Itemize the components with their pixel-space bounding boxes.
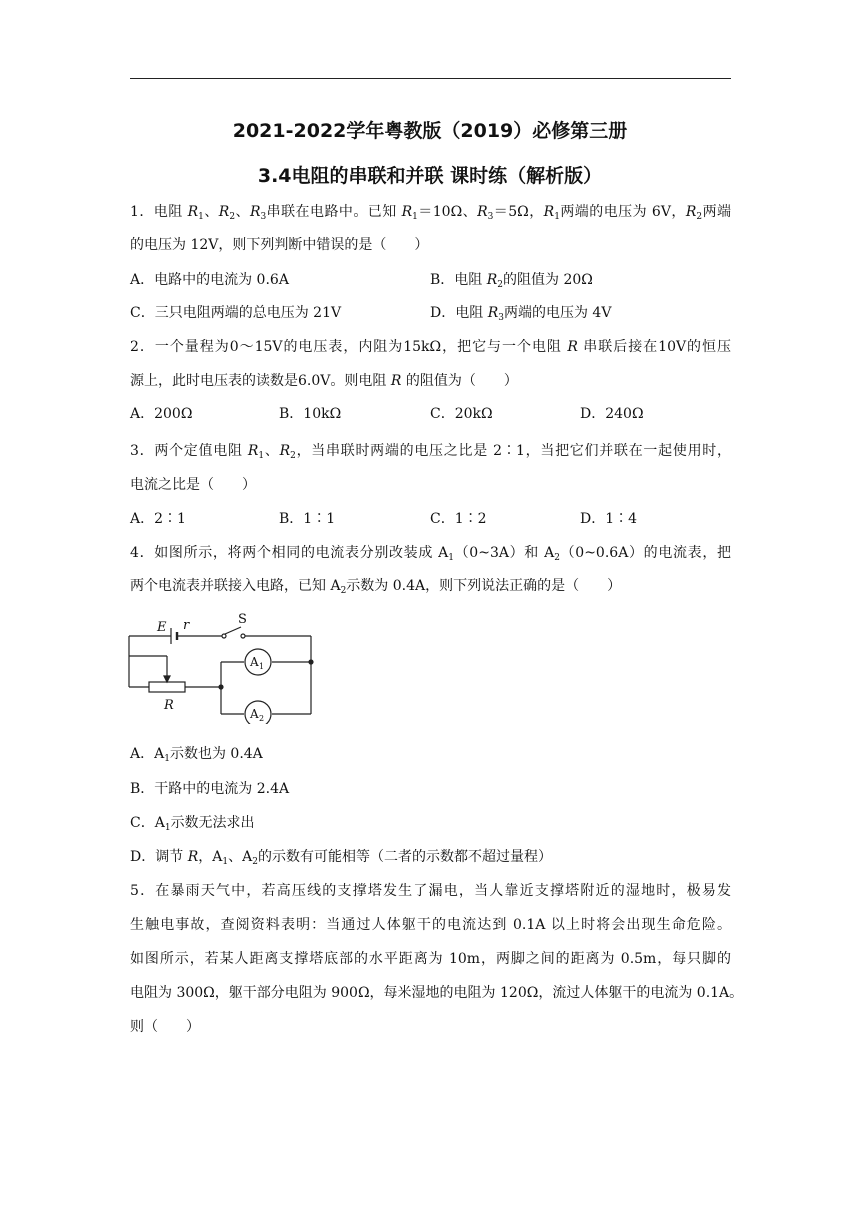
q4-stem-line-2: 两个电流表并联接入电路，已知 $A_2$示数为 0.4A，则下列说法正确的是（ ） xyxy=(130,578,622,596)
q5-stem-line-4: 电阻为 300Ω，躯干部分电阻为 900Ω，每米湿地的电阻为 120Ω，流过人体躯干的电流为 0.1A。 xyxy=(130,985,744,1001)
q4-circuit-diagram xyxy=(124,608,324,724)
q4-option-b: B．干路中的电流为 2.4A xyxy=(130,781,290,797)
label-switch: S xyxy=(238,612,247,627)
label-emf: E xyxy=(157,620,167,635)
label-a1: A xyxy=(250,655,259,669)
q1-option-a: A．电路中的电流为 0.6A xyxy=(130,272,289,288)
q2-option-b: B．10kΩ xyxy=(279,406,342,422)
q4-option-c: C．$A_1$示数无法求出 xyxy=(130,815,255,833)
q5-stem-line-3: 如图所示，若某人距离支撑塔底部的水平距离为 10m，两脚之间的距离为 0.5m，每只脚的 xyxy=(130,951,731,967)
q2-stem-line-1: 2．一个量程为0～15V的电压表，内阻为15kΩ，把它与一个电阻 R 串联后接在10V的恒压 xyxy=(130,339,732,355)
q5-stem-line-5: 则（ ） xyxy=(130,1019,200,1035)
q2-option-c: C．20kΩ xyxy=(430,406,493,422)
q1-option-b: B．电阻 $R_2$的阻值为 20Ω xyxy=(430,272,593,290)
q1-option-d: D．电阻 $R_3$两端的电压为 4V xyxy=(430,305,612,323)
header-rule xyxy=(130,78,731,79)
q2-stem-line-2: 源上，此时电压表的读数是6.0V。则电阻 R 的阻值为（ ） xyxy=(130,373,518,389)
junction-dot xyxy=(219,685,223,689)
label-a2: A xyxy=(250,707,259,721)
q5-stem-line-2: 生触电事故，查阅资料表明：当通过人体躯干的电流达到 0.1A 以上时将会出现生命危险。 xyxy=(130,917,731,933)
page-subtitle: 3.4电阻的串联和并联 课时练（解析版） xyxy=(257,165,603,187)
junction-dot xyxy=(309,660,313,664)
switch-blade xyxy=(225,627,241,634)
q4-stem-line-1: 4．如图所示，将两个相同的电流表分别改装成 $A_1(0\sim 3A)$和 $A_2(0\sim 0.6A)$的电流表，把 xyxy=(130,545,732,563)
q3-option-a: A．2∶1 xyxy=(130,511,186,527)
switch-terminal xyxy=(222,634,226,638)
q3-option-b: B．1∶1 xyxy=(279,511,336,527)
q2-option-a: A．200Ω xyxy=(130,406,193,422)
label-a1-sub: 1 xyxy=(259,662,265,671)
label-rheostat: R xyxy=(164,698,174,713)
q3-option-c: C．1∶2 xyxy=(430,511,487,527)
q1-stem-line-1: 1．电阻 $R_1$、$R_2$、$R_3$串联在电路中。已知 $R_1=10\Omega$、$R_3=5\Omega$，$R_1$两端的电压为 6V，$R_2$两端 xyxy=(130,204,732,222)
q1-stem-line-2: 的电压为 12V，则下列判断中错误的是（ ） xyxy=(130,237,429,253)
q3-stem-line-1: 3．两个定值电阻 $R_1$、$R_2$，当串联时两端的电压之比是 2∶1，当把它们并联在一起使用时， xyxy=(130,443,732,461)
q1-option-c: C．三只电阻两端的总电压为 21V xyxy=(130,305,342,321)
switch-terminal xyxy=(241,634,245,638)
rheostat-body xyxy=(149,682,185,692)
rheostat-slider-arrow xyxy=(164,676,170,682)
label-a2-sub: 2 xyxy=(259,714,265,723)
q3-stem-line-2: 电流之比是（ ） xyxy=(130,477,256,493)
q4-option-a: A．$A_1$示数也为 0.4A xyxy=(130,746,263,764)
q5-stem-line-1: 5．在暴雨天气中，若高压线的支撑塔发生了漏电，当人靠近支撑塔附近的湿地时，极易发 xyxy=(130,883,731,899)
q3-option-d: D．1∶4 xyxy=(580,511,638,527)
label-internal-resistance: r xyxy=(183,618,190,633)
q2-option-d: D．240Ω xyxy=(580,406,644,422)
page-title: 2021-2022学年粤教版（2019）必修第三册 xyxy=(232,120,628,142)
q4-option-d: D．调节 R，$A_1$、$A_2$的示数有可能相等（二者的示数都不超过量程） xyxy=(130,849,552,867)
